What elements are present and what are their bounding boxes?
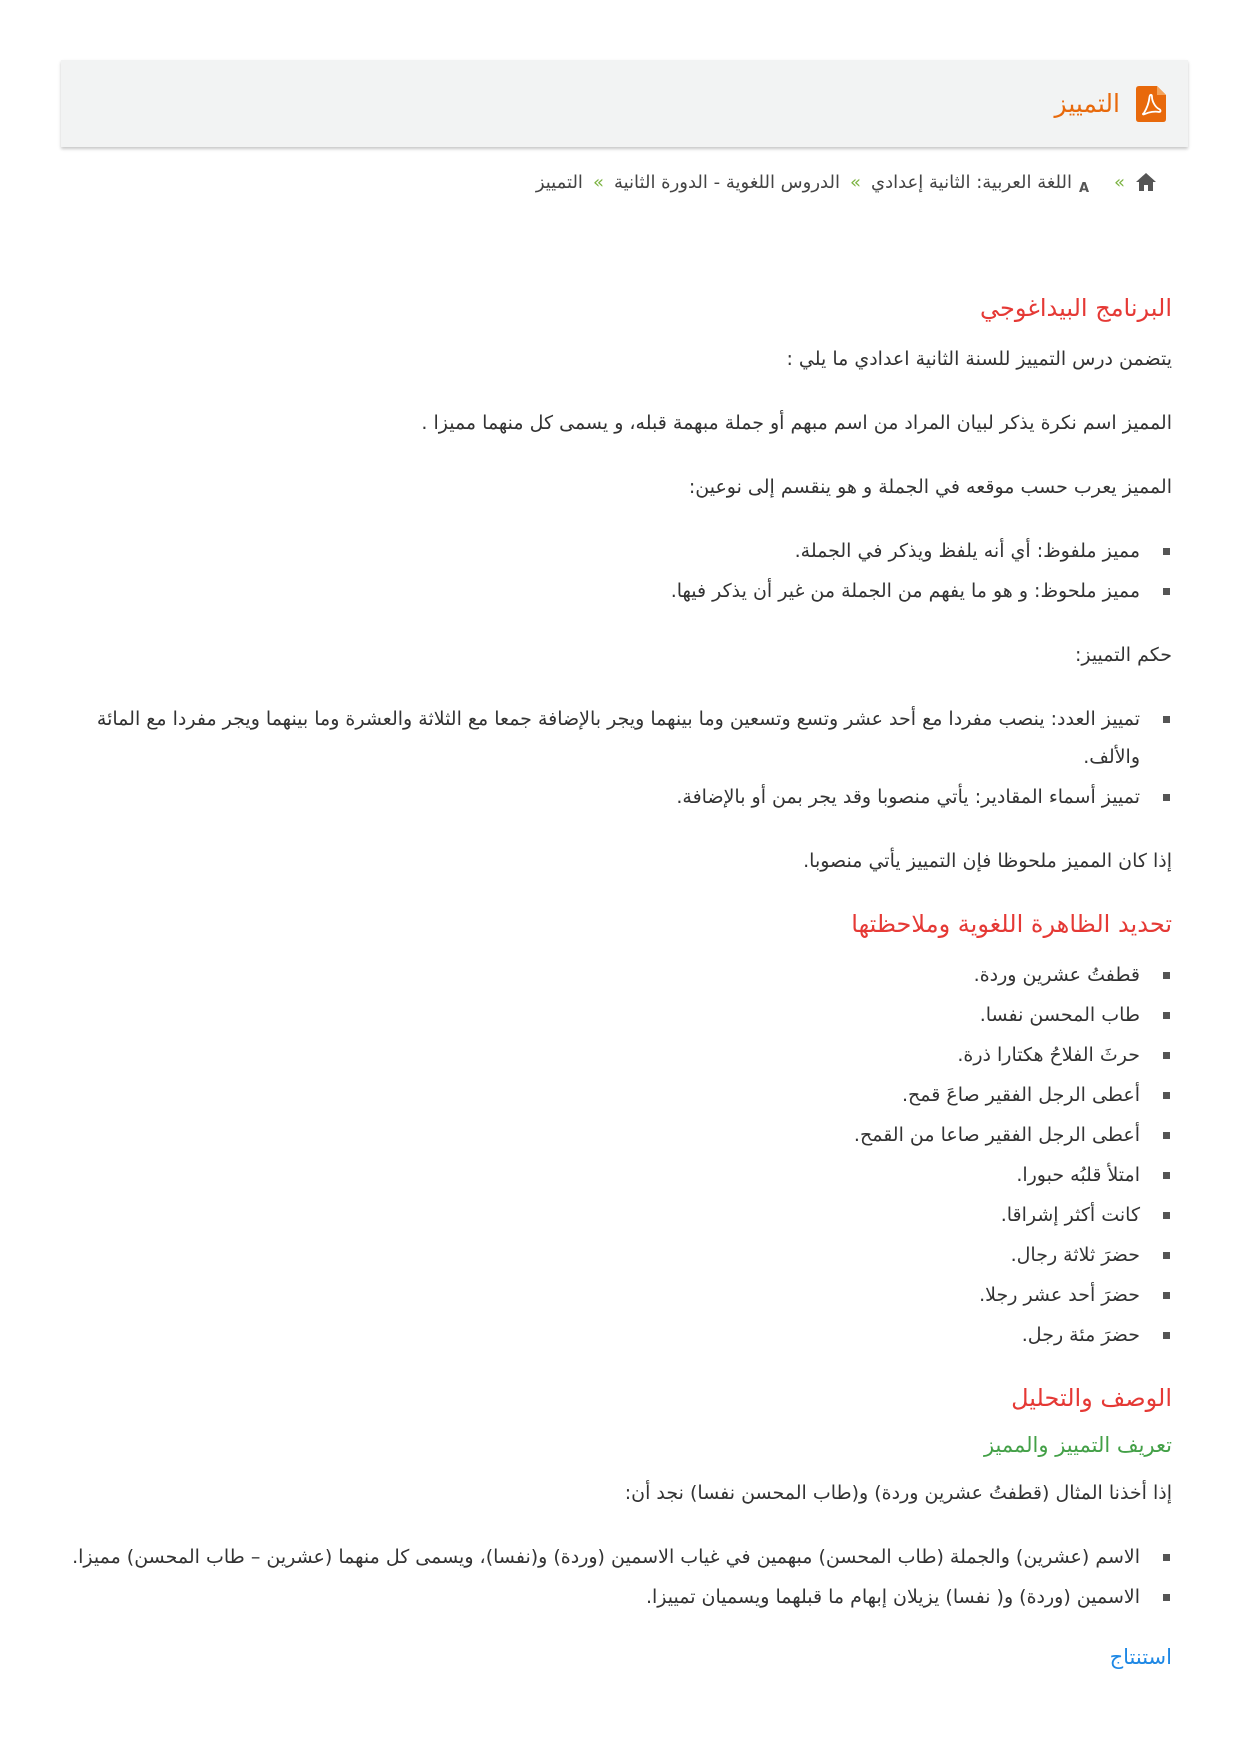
- list-item: الاسمين (وردة) و( نفسا) يزيلان إبهام ما قبلهما ويسميان تمييزا.: [62, 1578, 1140, 1616]
- breadcrumb: [536, 170, 1157, 194]
- section-title-identification: تحديد الظاهرة اللغوية وملاحظتها: [851, 910, 1172, 938]
- list-item: مميز ملحوظ: و هو ما يفهم من الجملة من غير أن يذكر فيها.: [62, 572, 1140, 610]
- subtitle-conclusion: استنتاج: [1109, 1644, 1172, 1669]
- page-header: [61, 60, 1188, 147]
- analysis-intro: إذا أخذنا المثال (قطفتُ عشرين وردة) و(طاب المحسن نفسا) نجد أن:: [624, 1481, 1172, 1504]
- page-title: التمييز: [1054, 89, 1120, 118]
- section-title-description-analysis: الوصف والتحليل: [1011, 1384, 1172, 1412]
- breadcrumb-subject-link[interactable]: اللغة العربية: الثانية إعدادي: [870, 171, 1072, 193]
- list-item: حضرَ ثلاثة رجال.: [62, 1236, 1140, 1274]
- svg-text:A: A: [1078, 181, 1089, 194]
- list-item: كانت أكثر إشراقا.: [62, 1196, 1140, 1234]
- list-item: الاسم (عشرين) والجملة (طاب المحسن) مبهمين في غياب الاسمين (وردة) و(نفسا)، ويسمى كل منهما (عشرين – طاب المحسن) مميزا.: [62, 1538, 1140, 1576]
- types-list: [62, 532, 1172, 610]
- breadcrumb-current: التمييز: [535, 171, 583, 193]
- list-item: امتلأ قلبُه حبورا.: [62, 1156, 1140, 1194]
- home-icon[interactable]: [1135, 172, 1157, 192]
- examples-list: [62, 956, 1172, 1354]
- definition-paragraph: المميز اسم نكرة يذكر لبيان المراد من اسم مبهم أو جملة مبهمة قبله، و يسمى كل منهما مميزا .: [421, 412, 1172, 434]
- list-item: حضرَ مئة رجل.: [62, 1316, 1140, 1354]
- breadcrumb-separator: »: [1113, 171, 1125, 193]
- note-paragraph: إذا كان المميز ملحوظا فإن التمييز يأتي منصوبا.: [803, 850, 1172, 872]
- list-item: حضرَ أحد عشر رجلا.: [62, 1276, 1140, 1314]
- list-item: حرثَ الفلاحُ هكتارا ذرة.: [62, 1036, 1140, 1074]
- translate-icon: [1078, 170, 1104, 194]
- section-title-pedagogical-program: البرنامج البيداغوجي: [980, 294, 1172, 322]
- list-item: طاب المحسن نفسا.: [62, 996, 1140, 1034]
- list-item: تمييز العدد: ينصب مفردا مع أحد عشر وتسع وتسعين وما بينهما ويجر بالإضافة جمعا مع الثلاثة والعشرة وما بينهما ويجر مفردا مع المائة والألف.: [62, 700, 1140, 776]
- rule-title: حكم التمييز:: [1074, 644, 1172, 666]
- pdf-icon[interactable]: [1136, 86, 1166, 122]
- list-item: قطفتُ عشرين وردة.: [62, 956, 1140, 994]
- list-item: مميز ملفوظ: أي أنه يلفظ ويذكر في الجملة.: [62, 532, 1140, 570]
- rules-list: [62, 700, 1172, 816]
- types-intro: المميز يعرب حسب موقعه في الجملة و هو ينقسم إلى نوعين:: [688, 476, 1172, 498]
- program-intro: يتضمن درس التمييز للسنة الثانية اعدادي ما يلي :: [786, 348, 1172, 370]
- list-item: أعطى الرجل الفقير صاعا من القمح.: [62, 1116, 1140, 1154]
- breadcrumb-section-link[interactable]: الدروس اللغوية - الدورة الثانية: [613, 171, 840, 193]
- analysis-points: [62, 1538, 1172, 1616]
- list-item: أعطى الرجل الفقير صاعَ قمح.: [62, 1076, 1140, 1114]
- subtitle-definition: تعريف التمييز والمميز: [983, 1433, 1172, 1457]
- breadcrumb-separator: »: [592, 171, 604, 193]
- breadcrumb-separator: »: [849, 171, 861, 193]
- list-item: تمييز أسماء المقادير: يأتي منصوبا وقد يجر بمن أو بالإضافة.: [62, 778, 1140, 816]
- lesson-content: [62, 290, 1172, 1673]
